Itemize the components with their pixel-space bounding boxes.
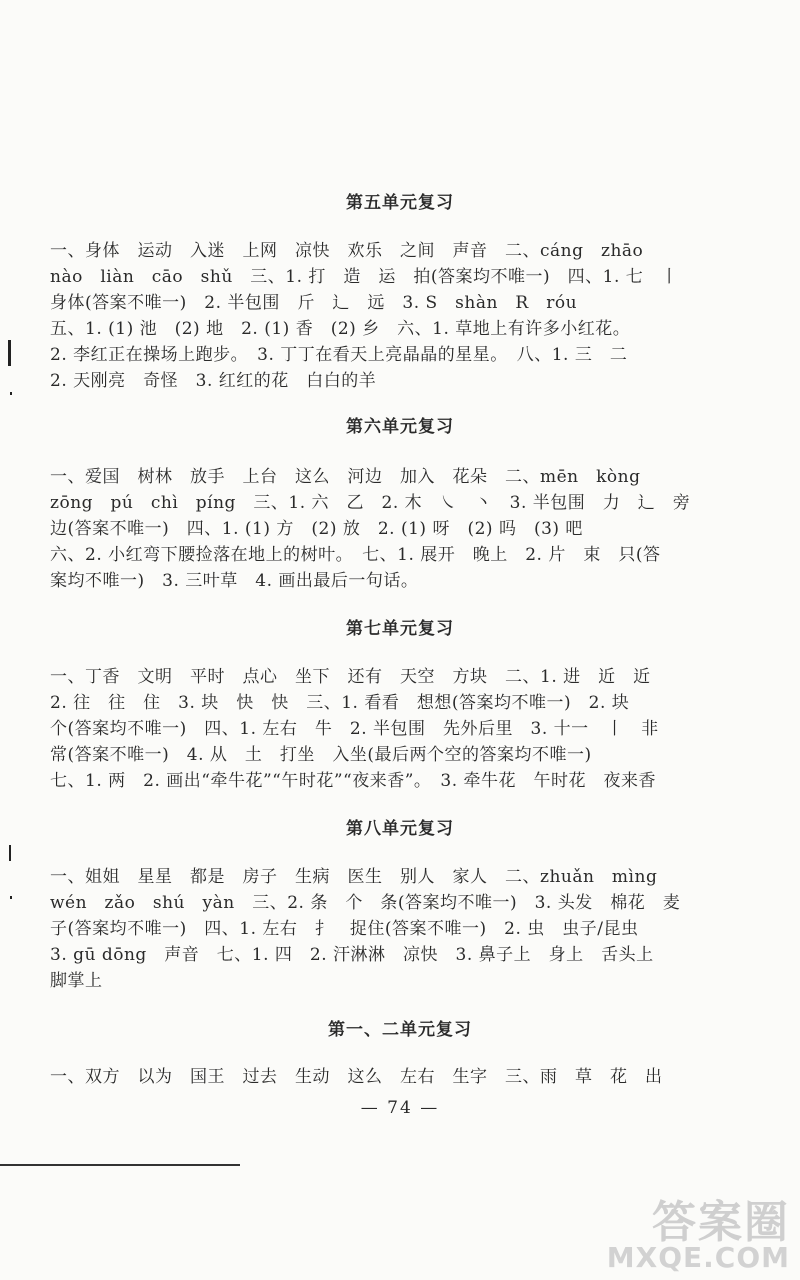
section-title: 第六单元复习 — [346, 417, 454, 437]
answer-line: 3. gū dōng 声音 七、1. 四 2. 汗淋淋 凉快 3. 鼻子上 身上 舌头上 — [50, 945, 654, 965]
answer-line: 2. 天刚亮 奇怪 3. 红红的花 白白的羊 — [50, 371, 377, 391]
binding-mark — [10, 896, 12, 899]
answer-line: 一、姐姐 星星 都是 房子 生病 医生 别人 家人 二、zhuǎn mìng — [50, 867, 658, 887]
binding-mark — [10, 392, 12, 395]
binding-mark — [8, 340, 11, 366]
section-title: 第一、二单元复习 — [328, 1020, 472, 1040]
answer-line: 五、1. (1) 池 (2) 地 2. (1) 香 (2) 乡 六、1. 草地上有许多小红花。 — [50, 319, 631, 339]
answer-line: 边(答案不唯一) 四、1. (1) 方 (2) 放 2. (1) 呀 (2) 吗 (3) 吧 — [50, 519, 583, 539]
watermark-url: MXQE.COM — [606, 1241, 790, 1274]
answer-line: 一、爱国 树林 放手 上台 这么 河边 加入 花朵 二、mēn kòng — [50, 467, 641, 487]
answer-line: 七、1. 两 2. 画出“牵牛花”“午时花”“夜来香”。 3. 牵牛花 午时花 夜来香 — [50, 771, 657, 791]
answer-line: 个(答案均不唯一) 四、1. 左右 牛 2. 半包围 先外后里 3. 十一 丨 非 — [50, 719, 659, 739]
page-number: — 74 — — [360, 1098, 440, 1118]
answer-line: 一、丁香 文明 平时 点心 坐下 还有 天空 方块 二、1. 进 近 近 — [50, 667, 651, 687]
answer-line: wén zǎo shú yàn 三、2. 条 个 条(答案均不唯一) 3. 头发 棉花 麦 — [50, 893, 681, 913]
watermark-logo — [604, 1186, 794, 1274]
bottom-rule — [0, 1164, 240, 1166]
answer-line: nào liàn cāo shǔ 三、1. 打 造 运 拍(答案均不唯一) 四、1. 七 丨 — [50, 267, 679, 287]
watermark-brand: 答案圈 — [652, 1197, 790, 1248]
answer-line: 2. 李红正在操场上跑步。 3. 丁丁在看天上亮晶晶的星星。 八、1. 三 二 — [50, 345, 628, 365]
answer-line: 脚掌上 — [50, 971, 103, 991]
answer-line: zōng pú chì píng 三、1. 六 乙 2. 木 ㇏ 丶 3. 半包围 力 辶 旁 — [50, 493, 691, 513]
answer-line: 常(答案不唯一) 4. 从 土 打坐 入坐(最后两个空的答案均不唯一) — [50, 745, 592, 765]
answer-line: 一、身体 运动 入迷 上网 凉快 欢乐 之间 声音 二、cáng zhāo — [50, 241, 644, 261]
section-title: 第八单元复习 — [346, 819, 454, 839]
binding-mark — [9, 845, 11, 861]
section-title: 第五单元复习 — [346, 193, 454, 213]
section-title: 第七单元复习 — [346, 619, 454, 639]
answer-line: 一、双方 以为 国王 过去 生动 这么 左右 生字 三、雨 草 花 出 — [50, 1067, 663, 1087]
answer-line: 身体(答案不唯一) 2. 半包围 斤 辶 远 3. S shàn R róu — [50, 293, 578, 313]
answer-line: 2. 往 往 住 3. 块 快 快 三、1. 看看 想想(答案均不唯一) 2. 块 — [50, 693, 630, 713]
answer-line: 子(答案均不唯一) 四、1. 左右 扌 捉住(答案不唯一) 2. 虫 虫子/昆虫 — [50, 919, 639, 939]
answer-line: 案均不唯一) 3. 三叶草 4. 画出最后一句话。 — [50, 571, 419, 591]
answer-line: 六、2. 小红弯下腰捡落在地上的树叶。 七、1. 展开 晚上 2. 片 束 只(答 — [50, 545, 661, 565]
